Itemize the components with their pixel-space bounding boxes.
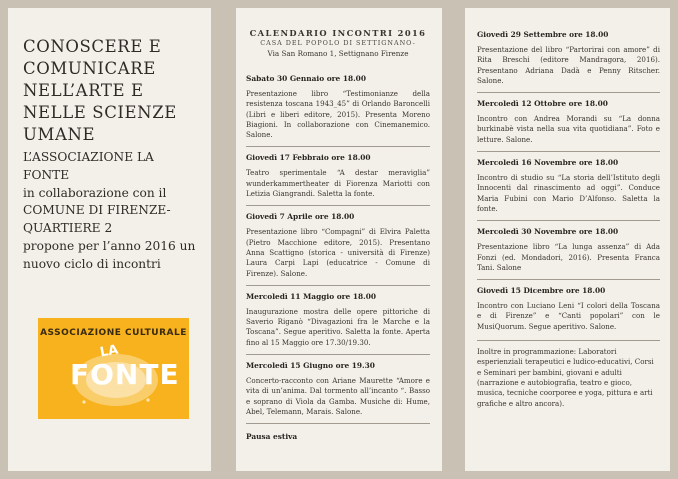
pausa-section [246,423,430,441]
intro-text: L’ASSOCIAZIONE LA FONTE in collaborazione con il COMUNE DI FIRENZE- QUARTIERE 2 propone per l’anno 2016 un nuovo ciclo di incontri [23,150,196,271]
event-item [477,92,660,145]
logo-top-text: ASSOCIAZIONE CULTURALE [40,328,187,338]
event-heading: Giovedì 29 Settembre ore 18.00 [477,30,609,39]
left-panel [8,8,211,471]
event-description: Incontro di studio su “La storia dell’Istituto degli Innocenti dal rinascimento ad oggi”. Conduce Maria Fubini con Mario D’Alfonso. Saletta la fonte. [477,173,660,213]
event-description: Inaugurazione mostra delle opere pittoriche di Saverio Riganò “Divagazioni fra le Marche e la Toscana”. Segue aperitivo. Saletta la fonte. Aperta fino al 15 Maggio ore 17.30/19.30. [246,306,430,347]
event-item [246,74,430,140]
association-logo [38,318,189,419]
event-description: Presentazione del libro “Partorirai con amore” di Rita Breschi (editore Mandragora, 2016). Presentano Adriana Dadà e Penny Ritscher. Salone. [477,45,660,85]
event-description: Incontro con Luciano Leni “I colori della Toscana e di Firenze” e “Canti popolari” con le MusiQuorum. Segue aperitivo. Salone. [477,301,660,331]
event-item [477,151,660,214]
event-heading: Mercoledì 15 Giugno ore 19.30 [246,361,375,371]
logo-la-text: LA [98,342,120,361]
event-heading: Mercoledì 11 Maggio ore 18.00 [246,291,376,301]
extra-programming: Inoltre in programmazione: Laboratori esperienziali terapeutici e ludico-educativi, Corsi e Seminari per bambini, giovani e adulti (narrazione e autobiografia, teatro e gioco, musica, tecniche coorporee e yoga, pittura e arti grafiche e altro ancora). [477,340,660,409]
event-item [477,220,660,273]
pausa-estiva: Pausa estiva [246,432,298,442]
event-description: Presentazione libro “Testimonianze della resistenza toscana 1943_45” di Orlando Baroncelli (Libri e liberi editore, 2015). Presenta Moreno Biagioni. In collaborazione con Cinemanemico. Salone. [246,89,430,140]
calendar-venue: CASA DEL POPOLO DI SETTIGNANO- [260,39,416,47]
calendar-address: Via San Romano 1, Settignano Firenze [267,49,409,58]
event-description: Incontro con Andrea Morandi su “La donna burkinabè vista nella sua vita quotidiana”. Foto e letture. Salone. [477,114,660,144]
middle-panel [236,8,442,471]
event-item [477,279,660,332]
event-description: Teatro sperimentale “A destar meraviglia” wunderkammertheater di Fiorenza Mariotti con Letizia Giangrandi. Saletta la fonte. [246,168,430,199]
brochure-title: CONOSCERE E COMUNICARE NELL’ARTE E NELLE SCIENZE UMANE [23,37,177,144]
event-description: Presentazione libro “La lunga assenza” di Ada Fonzi (ed. Mondadori, 2016). Presenta Franca Tani. Salone [477,242,660,272]
event-heading: Giovedì 7 Aprile ore 18.00 [246,212,355,222]
event-item [246,285,430,348]
event-item [246,205,430,278]
event-heading: Giovedì 17 Febbraio ore 18.00 [246,153,371,163]
event-description: Concerto-racconto con Ariane Maurette “Amore e vita di un’anima. Dal tormento all’incanto “. Basso e soprano di Viola da Gamba. Musiche di: Hume, Abel, Telemann, Marais. Salone. [246,376,430,416]
event-heading: Mercoledì 12 Ottobre ore 18.00 [477,99,608,109]
right-panel [465,8,670,471]
event-item [246,354,430,417]
event-heading: Mercoledì 30 Novembre ore 18.00 [477,227,619,237]
event-description: Presentazione libro “Compagni” di Elvira Paletta (Pietro Macchione editore, 2015). Presentano Anna Scattigno (storica - università di Firenze) Laura Carpi Lapi (educatrice - Comune di Firenze). Salone. [246,227,430,278]
event-item [477,30,660,86]
calendar-title: CALENDARIO INCONTRI 2016 [249,28,427,38]
event-heading: Mercoledì 16 Novembre ore 18.00 [477,158,619,168]
event-item [246,146,430,199]
calendar-header [246,28,430,58]
event-heading: Giovedì 15 Dicembre ore 18.00 [477,286,606,296]
event-heading: Sabato 30 Gennaio ore 18.00 [246,74,366,83]
logo-fonte-text: FONTE [70,358,180,391]
